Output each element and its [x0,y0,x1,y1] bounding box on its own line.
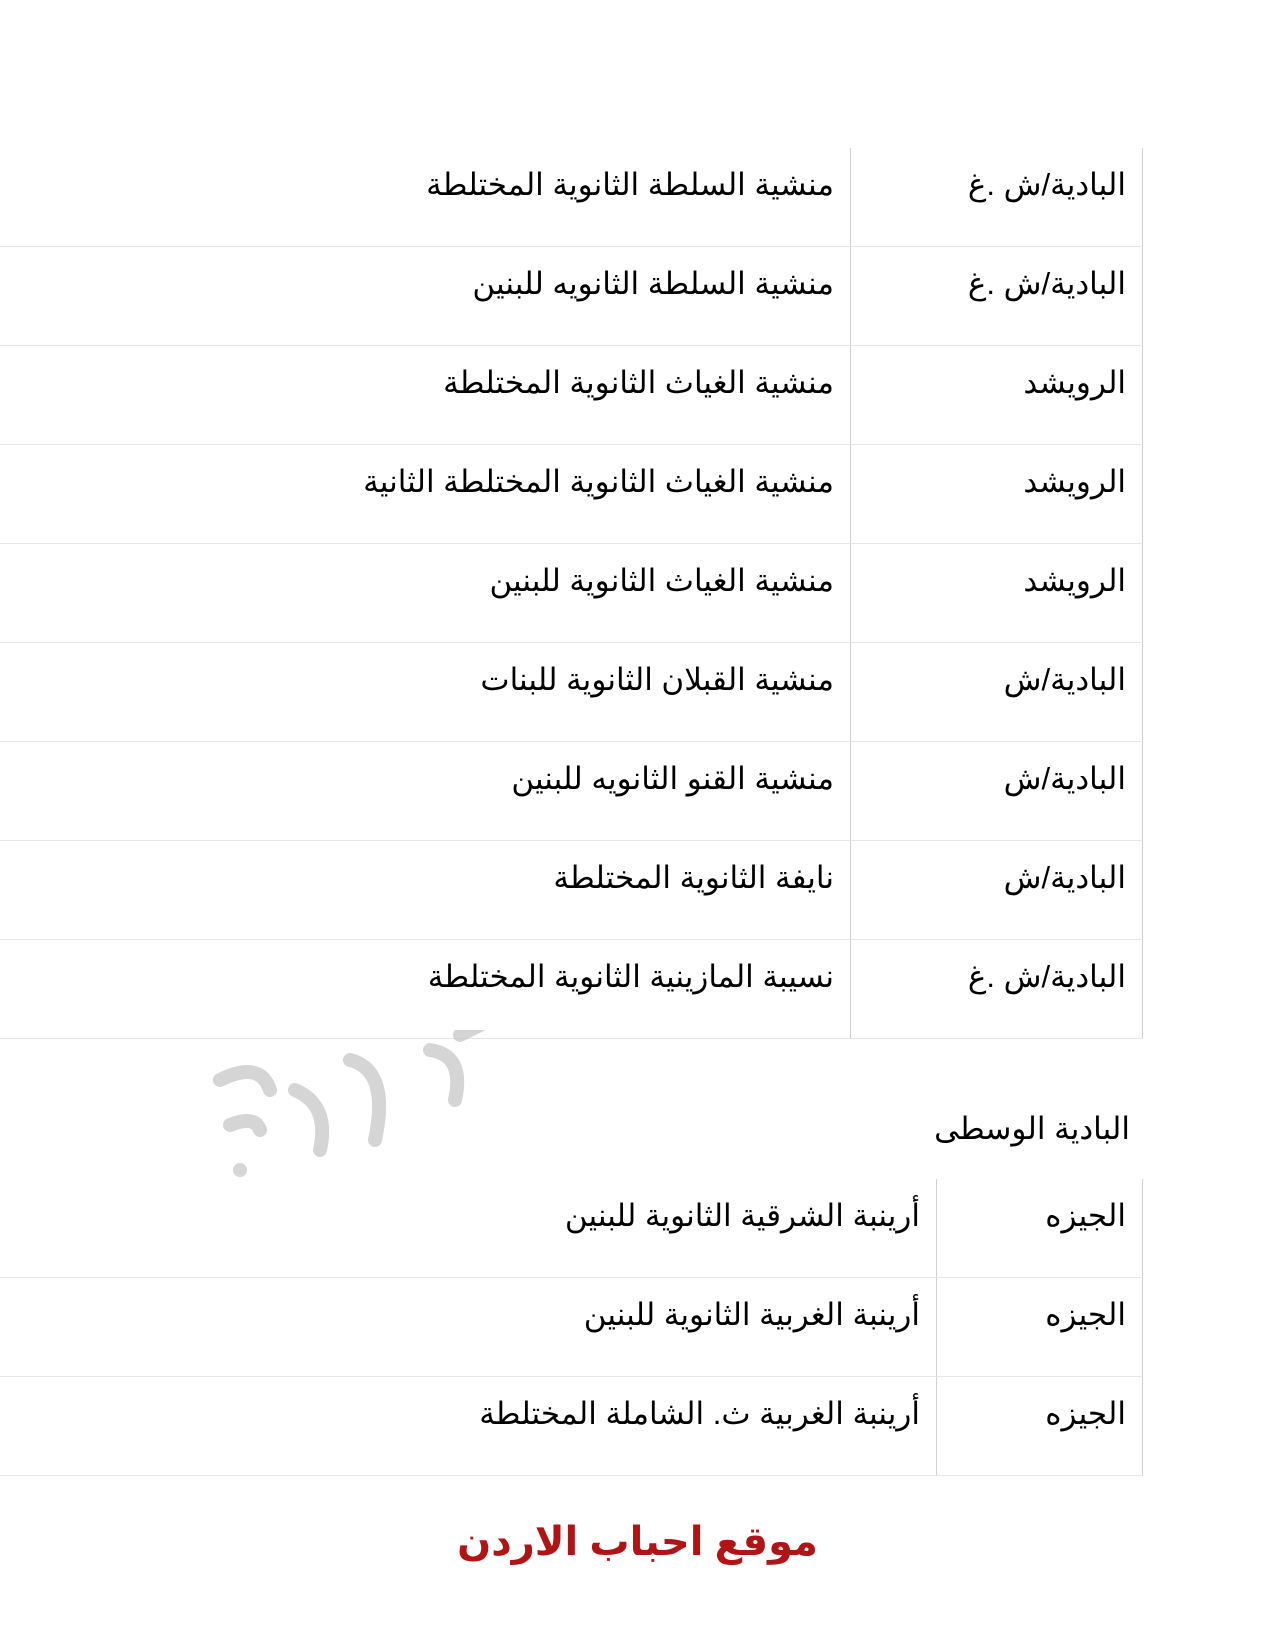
directorate-cell: البادية/ش .غ [850,247,1143,345]
table-row [0,1377,1143,1476]
school-name-cell: منشية السلطة الثانوية المختلطة [426,167,834,202]
school-name-cell: منشية الغياث الثانوية المختلطة [443,365,834,400]
school-name-cell: نسيبة المازينية الثانوية المختلطة [427,959,834,994]
directorate-cell: البادية/ش .غ [850,148,1143,246]
watermark-mark [200,1030,500,1190]
table-row [0,346,1143,445]
directorate-cell: الجيزه [936,1179,1143,1277]
table-row [0,643,1143,742]
school-name-cell: منشية القنو الثانويه للبنين [511,761,834,796]
directorate-cell: الجيزه [936,1377,1143,1475]
directorate-cell: الرويشد [850,544,1143,642]
directorate-cell: الجيزه [936,1278,1143,1376]
school-name-cell: منشية السلطة الثانويه للبنين [472,266,834,301]
directorate-cell: الرويشد [850,445,1143,543]
table-row [0,742,1143,841]
directorate-cell: البادية/ش [850,643,1143,741]
directorate-cell: الرويشد [850,346,1143,444]
table-row [0,544,1143,643]
school-name-cell: منشية الغياث الثانوية للبنين [489,563,834,598]
school-name-cell: أرينبة الغربية ث. الشاملة المختلطة [479,1396,920,1431]
table-row [0,1179,1143,1278]
school-name-cell: نايفة الثانوية المختلطة [553,860,834,895]
table-row [0,1278,1143,1377]
table-row [0,247,1143,346]
table-row [0,940,1143,1039]
directorate-cell: البادية/ش [850,841,1143,939]
schools-table-1 [0,148,1143,1039]
school-name-cell: أرينبة الشرقية الثانوية للبنين [564,1198,920,1233]
school-name-cell: منشية القبلان الثانوية للبنات [480,662,834,697]
section-heading: البادية الوسطى [934,1111,1130,1146]
table-row [0,445,1143,544]
school-name-cell: أرينبة الغربية الثانوية للبنين [583,1297,920,1332]
table-row [0,148,1143,247]
schools-table-2 [0,1179,1143,1476]
school-name-cell: منشية الغياث الثانوية المختلطة الثانية [363,464,834,499]
directorate-cell: البادية/ش .غ [850,940,1143,1038]
table-row [0,841,1143,940]
directorate-cell: البادية/ش [850,742,1143,840]
footer-site-title: موقع احباب الاردن [457,1520,818,1564]
